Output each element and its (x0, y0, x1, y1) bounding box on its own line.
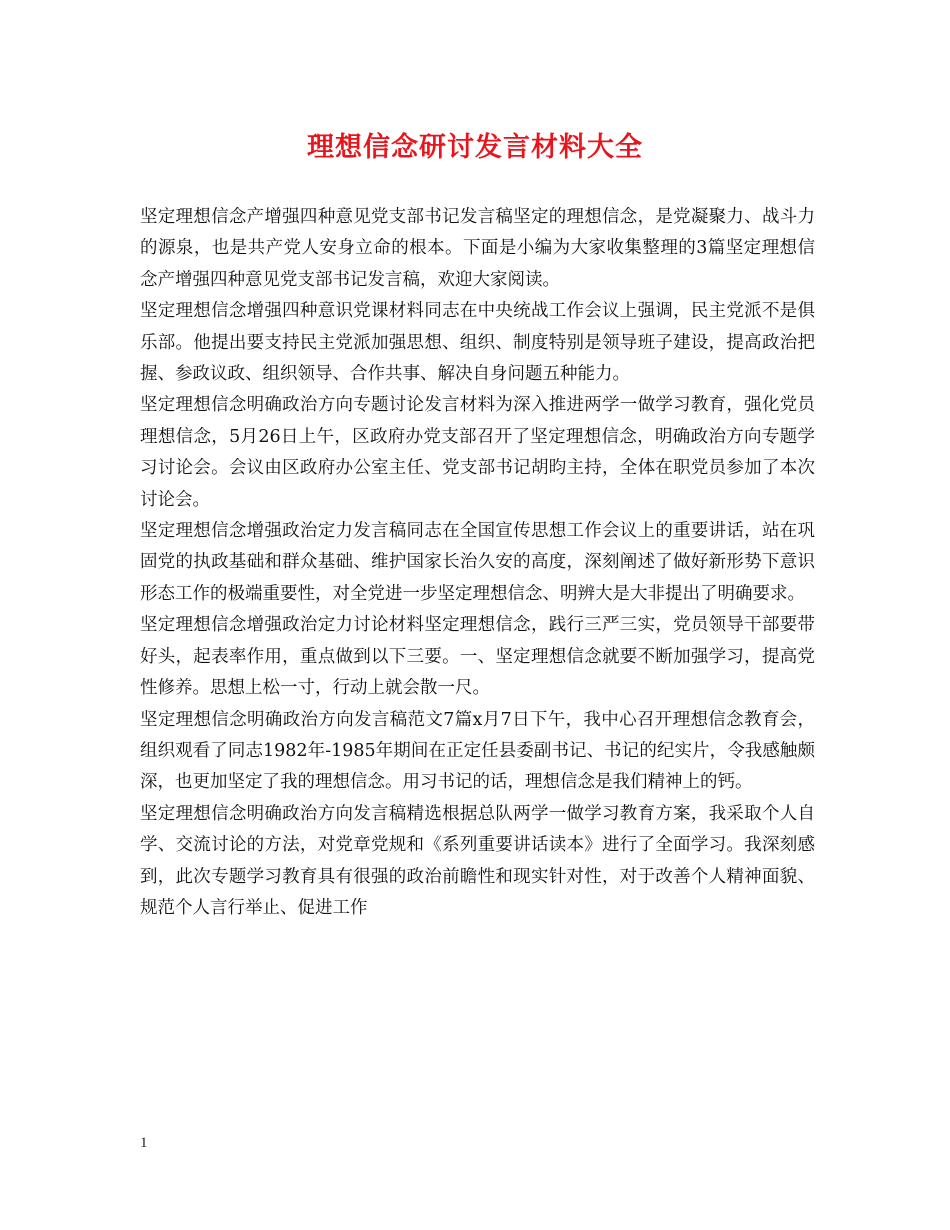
document-title: 理想信念研讨发言材料大全 (307, 132, 643, 163)
document-body (140, 202, 815, 924)
paragraph: 坚定理想信念产增强四种意见党支部书记发言稿坚定的理想信念，是党凝聚力、战斗力的源泉，也是共产党人安身立命的根本。下面是小编为大家收集整理的3篇坚定理想信念产增强四种意见党支部书记发言稿，欢迎大家阅读。 (140, 207, 815, 290)
paragraph: 坚定理想信念明确政治方向发言稿精选根据总队两学一做学习教育方案，我采取个人自学、交流讨论的方法，对党章党规和《系列重要讲话读本》进行了全面学习。我深刻感到，此次专题学习教育具有很强的政治前瞻性和现实针对性，对于改善个人精神面貌、规范个人言行举止、促进工作 (140, 803, 815, 918)
paragraph: 坚定理想信念增强四种意识党课材料同志在中央统战工作会议上强调，民主党派不是俱乐部。他提出要支持民主党派加强思想、组织、制度特别是领导班子建设，提高政治把握、参政议政、组织领导、合作共事、解决自身问题五种能力。 (140, 301, 815, 385)
page-number: 1 (140, 1135, 148, 1151)
paragraph: 坚定理想信念增强政治定力讨论材料坚定理想信念，践行三严三实，党员领导干部要带好头，起表率作用，重点做到以下三要。一、坚定理想信念就要不断加强学习，提高党性修养。思想上松一寸，行动上就会散一尺。 (140, 615, 815, 699)
paragraph: 坚定理想信念明确政治方向发言稿范文7篇x月7日下午，我中心召开理想信念教育会，组织观看了同志1982年-1985年期间在正定任县委副书记、书记的纪实片，令我感触颇深，也更加坚定了我的理想信念。用习书记的话，理想信念是我们精神上的钙。 (140, 709, 815, 793)
paragraph: 坚定理想信念明确政治方向专题讨论发言材料为深入推进两学一做学习教育，强化党员理想信念，5月26日上午，区政府办党支部召开了坚定理想信念，明确政治方向专题学习讨论会。会议由区政府办公室主任、党支部书记胡昀主持，全体在职党员参加了本次讨论会。 (140, 395, 815, 510)
paragraph: 坚定理想信念增强政治定力发言稿同志在全国宣传思想工作会议上的重要讲话，站在巩固党的执政基础和群众基础、维护国家长治久安的高度，深刻阐述了做好新形势下意识形态工作的极端重要性，对全党进一步坚定理想信念、明辨大是大非提出了明确要求。 (140, 521, 815, 604)
